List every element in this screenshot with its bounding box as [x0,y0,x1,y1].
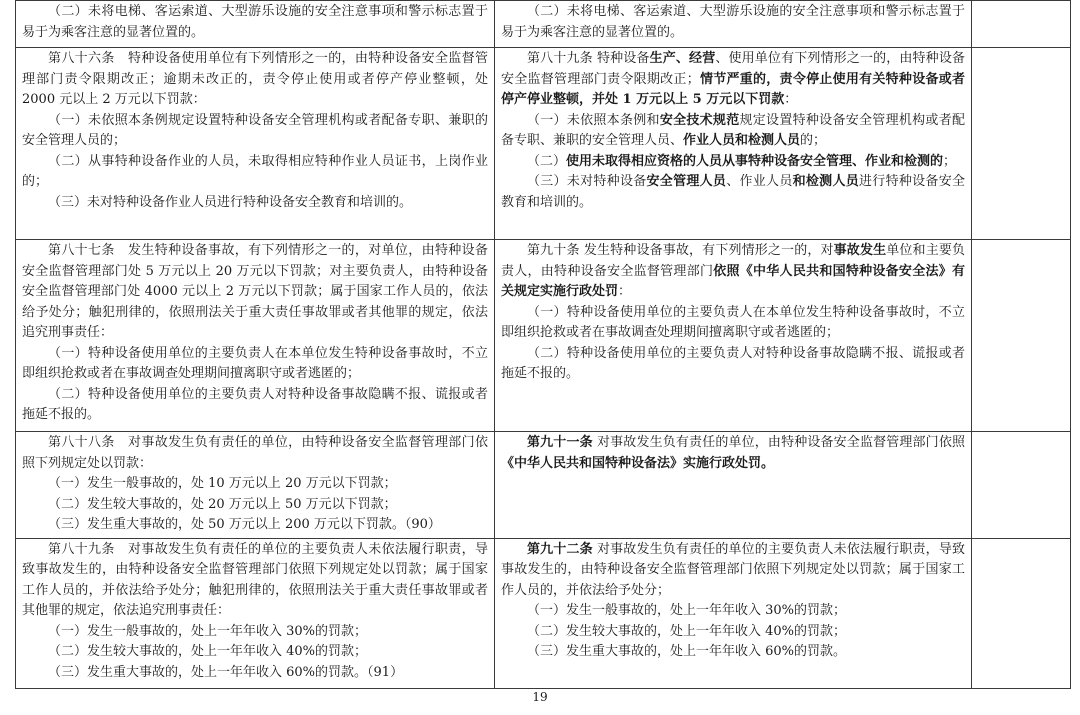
text-run: 对事故发生负有责任的单位，由特种设备安全监督管理部门依照 [592,435,965,450]
page-number: 19 [532,690,548,704]
old-article-paragraph: （三）发生重大事故的，处 50 万元以上 200 万元以下罚款。（90） [48,517,441,532]
text-run: 第八十九条 特种设备 [527,51,650,66]
bold-text-run: 《中华人民共和国特种设备法》实施行政处罚。 [501,455,775,471]
new-article-paragraph [501,303,965,344]
text-run: （三）未对特种设备 [527,174,647,189]
table-row [16,538,1071,688]
new-article-paragraph [501,111,965,152]
text-run: ： [784,92,798,107]
old-article-cell [16,48,495,240]
comparison-table-body [16,1,1071,689]
table-row [16,432,1071,539]
new-article-cell [495,240,972,432]
new-article-cell [495,432,972,539]
old-article-paragraph: （一）特种设备使用单位的主要负责人在本单位发生特种设备事故时，不立即组织抢救或者在事故调查处理期间擅离职守或者逃匿的； [22,345,488,381]
old-article-paragraph: （一）发生一般事故的，处上一年年收入 30%的罚款； [48,623,368,639]
bold-text-run: 使用未取得相应资格的人员从事特种设备安全管理、作业和检测的 [566,153,944,169]
table-row [16,1,1071,48]
bold-text-run: 安全技术规范 [659,112,740,128]
old-article-cell [16,538,495,688]
notes-cell [972,240,1071,432]
text-run: ； [943,153,957,169]
text-run: 单位和主要负责人，由特种设备安全监督管理部门 [501,243,965,279]
new-article-cell [495,1,972,48]
bold-text-run: 和检测人员 [792,174,860,189]
old-article-paragraph: （三）发生重大事故的，处上一年年收入 60%的罚款。（91） [48,664,404,680]
new-article-paragraph [501,540,965,602]
new-article-paragraph [501,152,965,173]
new-article-paragraph [501,433,965,474]
old-article-paragraph: 第八十九条 对事故发生负有责任的单位的主要负责人未依法履行职责，导致事故发生的，由特种设备安全监督管理部门依照下列规定处以罚款；属于国家工作人员的，并依法给予处分；触犯刑律的，依照刑法关于重大责任事故罪或者其他罪的规定，依法追究刑事责任： [22,541,488,618]
text-run: （一）特种设备使用单位的主要负责人在本单位发生特种设备事故时，不立即组织抢救或者在事故调查处理期间擅离职守或者逃匿的； [501,304,965,340]
new-article-cell [495,48,972,240]
old-article-paragraph: （一）发生一般事故的，处 10 万元以上 20 万元以下罚款； [48,476,397,491]
new-article-paragraph [501,172,965,213]
table-row [16,240,1071,432]
text-run: ： [618,284,632,299]
notes-cell [972,538,1071,688]
old-article-paragraph: （二）未将电梯、客运索道、大型游乐设施的安全注意事项和警示标志置于易于为乘客注意的显著位置的。 [22,4,488,40]
old-article-cell [16,1,495,48]
text-run: （二）特种设备使用单位的主要负责人对特种设备事故隐瞒不报、谎报或者拖延不报的。 [501,345,965,381]
old-article-paragraph: （二）发生较大事故的，处 20 万元以上 50 万元以下罚款； [48,496,397,512]
new-article-paragraph [501,642,965,663]
comparison-table [15,0,1071,689]
bold-text-run: 第九十二条 [527,541,593,557]
old-article-paragraph: （二）发生较大事故的，处上一年年收入 40%的罚款； [48,644,368,659]
old-article-paragraph: （二）从事特种设备作业的人员，未取得相应特种作业人员证书，上岗作业的； [22,153,488,189]
text-run: （二）发生较大事故的，处上一年年收入 40%的罚款； [527,623,847,639]
bold-text-run: 生产、经营 [649,51,716,66]
text-run: 第九十条 发生特种设备事故，有下列情形之一的，对 [527,243,834,258]
new-article-paragraph [501,49,965,111]
text-run: 规定设置特种设备安全管理机构或者配备专职、兼职的安全管理人员、 [501,112,965,148]
notes-cell [972,432,1071,539]
bold-text-run: 情节严重的，责令停止使用有关特种设备或者停产停业整顿，并处 1 万元以上 5 万元以下罚款 [501,71,965,107]
old-article-paragraph: （三）未对特种设备作业人员进行特种设备安全教育和培训的。 [48,194,413,210]
old-article-cell [16,432,495,539]
old-article-paragraph: 第八十七条 发生特种设备事故，有下列情形之一的，对单位，由特种设备安全监督管理部门处 5 万元以上 20 万元以下罚款；对主要负责人，由特种设备安全监督管理部门处 4000 元以上 2 万元以下罚款；属于国家工作人员的，依法给予处分；触犯刑律的，依照刑法关于重大责任事故罪或者其他罪的规定，依法追究刑事责任： [22,243,488,340]
text-run: （三）发生重大事故的，处上一年年收入 60%的罚款。 [527,644,847,659]
text-run: 、作业人员 [726,174,793,189]
text-run: （二）未将电梯、客运索道、大型游乐设施的安全注意事项和警示标志置于易于为乘客注意的显著位置的。 [501,4,965,40]
old-article-paragraph: 第八十八条 对事故发生负有责任的单位，由特种设备安全监督管理部门依照下列规定处以罚款： [22,435,488,471]
new-article-paragraph [501,622,965,643]
bold-text-run: 事故发生 [833,243,887,258]
text-run: 的； [800,133,827,148]
bold-text-run: 第九十一条 [527,435,593,450]
new-article-cell [495,538,972,688]
text-run: （二） [527,153,567,169]
old-article-cell [16,240,495,432]
text-run: （一）未依照本条例和 [527,112,660,128]
old-article-paragraph: 第八十六条 特种设备使用单位有下列情形之一的，由特种设备安全监督管理部门责令限期改正；逾期未改正的，责令停止使用或者停产停业整顿，处 2000 元以上 2 万元以下罚款： [22,51,488,107]
bold-text-run: 作业人员和检测人员 [683,133,801,148]
old-article-paragraph: （二）特种设备使用单位的主要负责人对特种设备事故隐瞒不报、谎报或者拖延不报的。 [22,386,488,422]
notes-cell [972,1,1071,48]
table-row [16,48,1071,240]
new-article-paragraph [501,344,965,385]
new-article-paragraph [501,601,965,622]
old-article-paragraph: （一）未依照本条例规定设置特种设备安全管理机构或者配备专职、兼职的安全管理人员的； [22,112,488,148]
text-run: 对事故发生负有责任的单位的主要负责人未依法履行职责，导致事故发生的，由特种设备安全监督管理部门依照下列规定处以罚款；属于国家工作人员的，并依法给予处分； [501,541,965,598]
text-run: 进行特种设备安全教育和培训的。 [501,174,965,210]
notes-cell [972,48,1071,240]
text-run: 、使用单位有下列情形之一的，由特种设备安全监督管理部门责令限期改正； [501,51,965,87]
bold-text-run: 安全管理人员 [646,174,727,189]
new-article-paragraph [501,2,965,43]
bold-text-run: 依照《中华人民共和国特种设备安全法》有关规定实施行政处罚 [501,263,965,299]
new-article-paragraph [501,241,965,303]
text-run: （一）发生一般事故的，处上一年年收入 30%的罚款； [527,603,847,618]
